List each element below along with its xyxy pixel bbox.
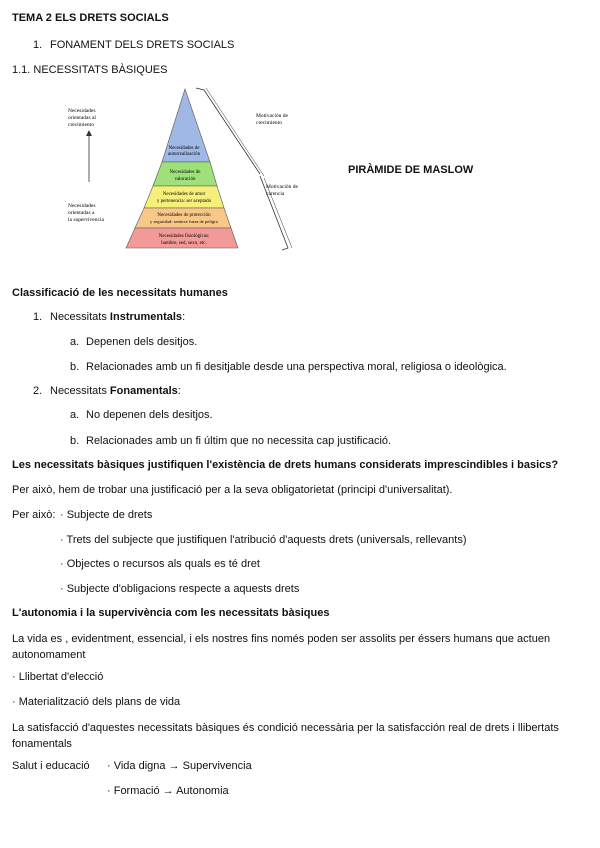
autonomy-paragraph-1: La vida es , evidentment, essencial, i els nostres fins només poden ser assolits per éssers humans que actuen autonomament — [12, 633, 551, 661]
level-5-line1: Necesidades fisiológicas: — [158, 234, 210, 239]
autonomy-paragraph-2: La satisfacció d'aquestes necessitats bàsiques és condició necessària per la satisfacción real de drets i llibertats fonamentals — [12, 722, 559, 750]
item-1b-letter: b. — [70, 361, 80, 373]
item-2b-text: Relacionades amb un fi últim que no necessita cap justificació. — [86, 435, 392, 447]
question-heading: Les necessitats bàsiques justifiquen l'existència de drets humans considerats imprescindibles i basics? — [12, 459, 559, 471]
left-bottom-line1: Necesidades — [68, 203, 96, 209]
item-2-number: 2. — [33, 385, 43, 397]
subsection-title: 1.1. NECESSITATS BÀSIQUES — [12, 64, 168, 76]
item-1b-text: Relacionades amb un fi desitjable desde una perspectiva moral, religiosa o ideològica. — [86, 361, 507, 373]
left-top-line3: crecimiento — [68, 122, 94, 128]
right-top-line2: crecimiento — [256, 120, 282, 126]
level-4-line1: Necesidades de protección — [157, 213, 211, 218]
left-bottom-line3: la supervivencia — [68, 217, 104, 223]
item-2a-text: No depenen dels desitjos. — [86, 409, 213, 421]
maslow-pyramid-diagram — [60, 84, 350, 254]
item-2a-letter: a. — [70, 409, 80, 421]
level-5-line2: hambre, sed, sexo, etc. — [161, 241, 207, 246]
list-item: · Subjecte de drets — [60, 509, 153, 521]
section-title: FONAMENT DELS DRETS SOCIALS — [50, 39, 235, 51]
left-top-line1: Necesidades — [68, 108, 96, 114]
level-3-line1: Necesidades de amor — [162, 192, 206, 197]
item-1-text: Necessitats Instrumentals: — [50, 311, 186, 323]
level-1-line2: autorrealización — [167, 152, 201, 157]
level-4-line2: y seguridad: sentirse fuera de peligro — [150, 219, 218, 224]
right-bottom-line1: Motivación de — [266, 184, 298, 190]
level-1-line1: Necesidades de — [168, 146, 200, 151]
per-aixo-label: Per això: — [12, 509, 56, 521]
paragraph-justification: Per això, hem de trobar una justificació per a la seva obligatorietat (principi d'universalitat). — [12, 484, 453, 496]
up-arrow-icon — [86, 130, 92, 136]
list-item: · Vida digna → Supervivencia — [107, 760, 252, 772]
list-item: · Subjecte d'obligacions respecte a aquests drets — [60, 583, 300, 595]
right-top-bracket-outer — [206, 88, 264, 176]
list-item: · Objectes o recursos als quals es té dret — [60, 558, 260, 570]
list-item: · Materialització dels plans de vida — [12, 696, 181, 708]
left-bottom-line2: orientadas a — [68, 210, 95, 216]
pyramid-caption: PIRÀMIDE DE MASLOW — [348, 164, 474, 176]
item-1a-letter: a. — [70, 336, 80, 348]
level-2-line2: valoración — [174, 177, 196, 182]
classification-heading: Classificació de les necessitats humanes — [12, 287, 228, 299]
item-1a-text: Depenen dels desitjos. — [86, 336, 198, 348]
pyramid-level-3 — [144, 186, 224, 208]
level-3-line2: y pertenencia: ser aceptado — [156, 199, 212, 204]
list-item: · Trets del subjecte que justifiquen l'atribució d'aquests drets (universals, rellevants) — [60, 534, 467, 546]
item-2-text: Necessitats Fonamentals: — [50, 385, 181, 397]
item-2b-letter: b. — [70, 435, 80, 447]
autonomy-heading: L'autonomia i la supervivència com les necessitats bàsiques — [12, 607, 330, 619]
right-top-line1: Motivación de — [256, 113, 288, 119]
right-bottom-line2: carencia — [266, 191, 285, 197]
page-title: TEMA 2 ELS DRETS SOCIALS — [12, 12, 169, 24]
list-item: · Formació → Autonomia — [107, 785, 229, 797]
salut-label: Salut i educació — [12, 760, 90, 772]
list-item: · Llibertat d'elecció — [12, 671, 104, 683]
level-2-line1: Necesidades de — [169, 170, 201, 175]
item-1-number: 1. — [33, 311, 43, 323]
left-top-line2: orientadas al — [68, 115, 96, 121]
section-number: 1. — [33, 39, 43, 51]
pyramid-level-4 — [135, 208, 231, 228]
